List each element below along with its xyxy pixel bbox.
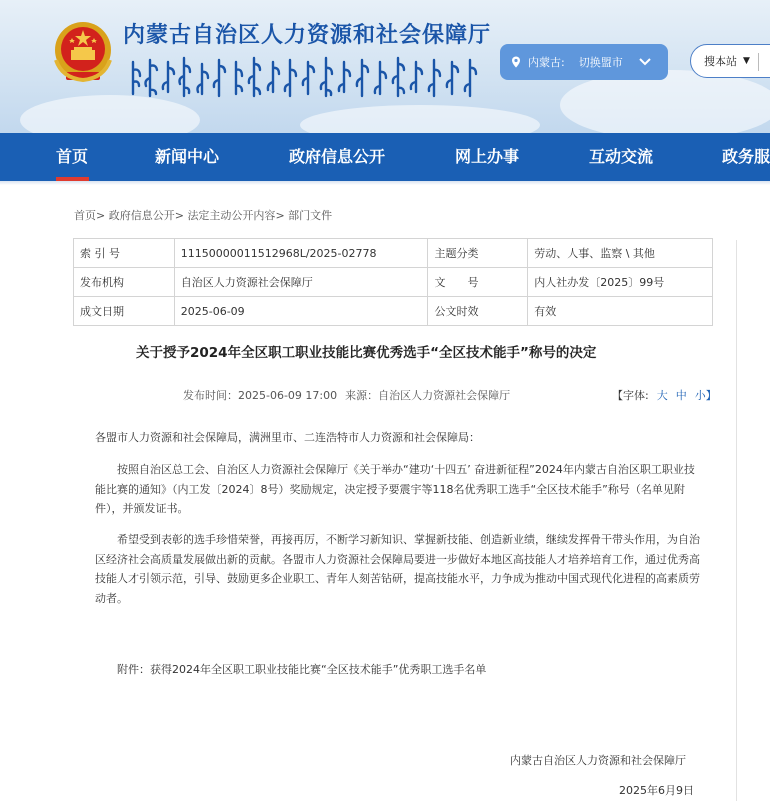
document-meta-table	[73, 238, 713, 326]
nav-item-interaction[interactable]: 互动交流	[589, 147, 654, 166]
publish-source: 来源：自治区人力资源社会保障厅	[345, 389, 511, 402]
meta-key: 文 号	[428, 268, 528, 297]
chevron-down-icon[interactable]	[638, 54, 652, 68]
region-switch-button[interactable]	[500, 44, 668, 80]
search-divider	[758, 53, 759, 71]
breadcrumb-sep: >	[96, 209, 106, 222]
article-paragraph: 按照自治区总工会、自治区人力资源社会保障厅《关于举办“建功‘十四五’ 奋进新征程”2024年内蒙古自治区职工职业技能比赛的通知》（内工发〔2024〕8号）奖励规定，决定授予要震宇等118名优秀职工选手“全区技术能手”称号（名单见附件），并颁发证书。	[95, 463, 695, 515]
nav-item-home[interactable]: 首页	[56, 147, 89, 166]
issue-date: 2025年6月9日	[619, 784, 694, 797]
meta-key: 成文日期	[74, 297, 175, 326]
meta-key: 索 引 号	[74, 239, 175, 268]
meta-value: 2025-06-09	[174, 297, 428, 326]
meta-value: 内人社办发〔2025〕99号	[528, 268, 713, 297]
meta-value: 自治区人力资源社会保障厅	[174, 268, 428, 297]
meta-value: 劳动、人事、监察 \ 其他	[528, 239, 713, 268]
publish-time: 发布时间：2025-06-09 17:00	[183, 389, 338, 402]
table-row	[74, 268, 713, 297]
region-label: 内蒙古:	[528, 56, 565, 69]
breadcrumb-sep: >	[174, 209, 184, 222]
meta-key: 主题分类	[428, 239, 528, 268]
article-title: 关于授予2024年全区职工职业技能比赛优秀选手“全区技术能手”称号的决定	[136, 345, 597, 361]
breadcrumb-statutory[interactable]: 法定主动公开内容	[187, 209, 276, 222]
header-decoration	[300, 105, 540, 133]
attachment-link[interactable]: 附件：获得2024年全区职工职业技能比赛“全区技术能手”优秀职工选手名单	[117, 663, 487, 676]
publish-info	[183, 387, 510, 403]
content-divider	[736, 240, 737, 801]
breadcrumb-sep: >	[275, 209, 285, 222]
font-size-large[interactable]: 大	[656, 389, 668, 402]
meta-value: 11150000011512968L/2025-02778	[174, 239, 428, 268]
issuer-signature: 内蒙古自治区人力资源和社会保障厅	[510, 754, 686, 767]
font-size-label: 【字体:	[612, 389, 649, 402]
meta-value: 有效	[528, 297, 713, 326]
caret-down-icon[interactable]: ▼	[743, 56, 750, 66]
article-salutation: 各盟市人力资源和社会保障局，满洲里市、二连浩特市人力资源和社会保障局：	[95, 431, 480, 444]
breadcrumb-home[interactable]: 首页	[74, 209, 96, 222]
font-size-medium[interactable]: 中	[675, 389, 687, 402]
nav-item-gov-info[interactable]: 政府信息公开	[289, 147, 386, 166]
location-pin-icon	[510, 56, 522, 68]
nav-shadow	[0, 181, 770, 185]
nav-item-gov-service[interactable]: 政务服	[722, 147, 770, 166]
search-scope-label[interactable]: 搜本站	[704, 55, 737, 68]
national-emblem-icon[interactable]	[52, 20, 114, 84]
font-size-switcher	[612, 387, 717, 403]
site-title[interactable]: 内蒙古自治区人力资源和社会保障厅	[123, 23, 492, 48]
nav-item-news[interactable]: 新闻中心	[155, 147, 220, 166]
table-row	[74, 239, 713, 268]
breadcrumb	[74, 207, 332, 223]
breadcrumb-gov-info[interactable]: 政府信息公开	[108, 209, 175, 222]
header-decoration	[20, 95, 200, 133]
site-header	[0, 0, 770, 133]
main-nav	[0, 133, 770, 181]
meta-key: 公文时效	[428, 297, 528, 326]
nav-item-online-service[interactable]: 网上办事	[455, 147, 520, 166]
font-size-small[interactable]: 小】	[694, 389, 717, 402]
search-scope-select[interactable]	[690, 44, 770, 78]
breadcrumb-dept-docs[interactable]: 部门文件	[288, 209, 333, 222]
region-switch-label[interactable]: 切换盟市	[578, 56, 623, 69]
table-row	[74, 297, 713, 326]
article-paragraph: 希望受到表彰的选手珍惜荣誉，再接再厉，不断学习新知识、掌握新技能、创造新业绩，继续发挥骨干带头作用，为自治区经济社会高质量发展做出新的贡献。各盟市人力资源社会保障局要进一步做好本地区高技能人才培养培育工作，通过优秀高技能人才引领示范，引导、鼓励更多企业职工、青年人刻苦钻研，提高技能水平，力争成为推动中国式现代化进程的高素质劳动者。	[95, 533, 700, 605]
mongolian-script-title-icon	[128, 56, 478, 100]
meta-key: 发布机构	[74, 268, 175, 297]
